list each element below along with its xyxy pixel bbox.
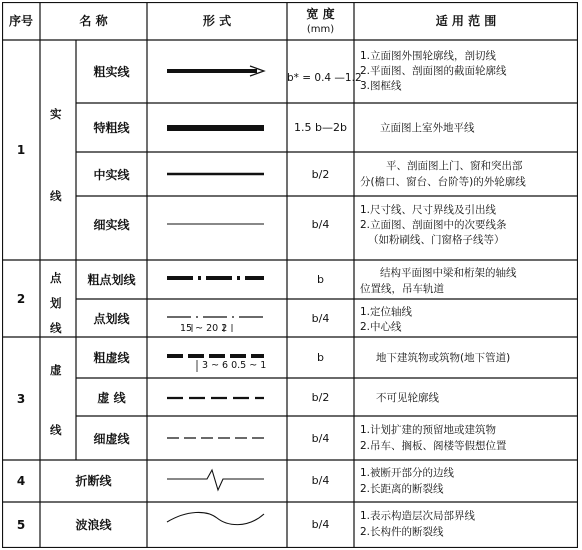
usage-line: 位置线，吊车轨道 — [360, 283, 444, 295]
usage-line: 1.被断开部分的边线 — [360, 467, 455, 479]
group-no: 5 — [16, 518, 26, 532]
usage-line: 结构平面图中梁和桁架的轴线 — [380, 267, 517, 279]
row-width: b — [317, 273, 324, 286]
group-no: 2 — [16, 292, 26, 306]
group-char: 划 — [50, 296, 62, 310]
row-name: 细实线 — [93, 218, 130, 232]
usage-line: 2.长距离的断裂线 — [360, 483, 444, 495]
group-char: 虚 — [50, 363, 62, 377]
usage-line: 1.表示构造层次局部界线 — [360, 510, 476, 522]
group-char: 线 — [50, 189, 62, 203]
row-name: 虚 线 — [97, 391, 126, 405]
sample-break-line — [167, 470, 264, 490]
row-width: b/4 — [311, 432, 330, 445]
row-name: 粗点划线 — [87, 273, 136, 287]
usage-line: 1.计划扩建的预留地或建筑物 — [360, 424, 497, 436]
row-width: b — [317, 351, 324, 364]
usage-line: 2.立面图、剖面图中的次要线条 — [360, 219, 507, 231]
usage-line: 不可见轮廓线 — [376, 392, 439, 404]
header-form: 形 式 — [202, 14, 232, 28]
row-width: b* = 0.4 —1.2 — [287, 72, 362, 84]
usage-line: 立面图上室外地平线 — [380, 122, 475, 134]
row-width: b/4 — [311, 474, 330, 487]
group-char: 实 — [50, 107, 62, 121]
usage-line: （如粉刷线、门窗格子线等） — [368, 234, 505, 246]
usage-line: 2.中心线 — [360, 321, 402, 333]
usage-line: 1.立面图外围轮廓线，剖切线 — [360, 50, 497, 62]
dim-label-thick-dashed: 3 ~ 6 0.5 ~ 1 — [202, 360, 267, 371]
usage-line: 1.定位轴线 — [360, 306, 413, 318]
group-no: 1 — [16, 143, 26, 157]
row-name: 波浪线 — [75, 518, 112, 532]
usage-line: 地下建筑物或筑物(地下管道) — [376, 352, 511, 364]
header-no: 序号 — [8, 14, 33, 28]
usage-line: 2.长构件的断裂线 — [360, 526, 444, 538]
usage-line: 2.吊车、搁板、阁楼等假想位置 — [360, 440, 507, 452]
sample-wavy-line — [167, 512, 264, 524]
row-name: 粗实线 — [93, 65, 130, 79]
row-name: 中实线 — [93, 168, 130, 182]
line-types-table — [2, 2, 578, 548]
header-width: 宽 度 — [306, 7, 335, 21]
group-char: 线 — [50, 321, 62, 335]
row-width: b/2 — [311, 168, 330, 181]
group-no: 4 — [16, 474, 26, 488]
dim-label-dash-dot: 15 ~ 20 2 — [180, 323, 228, 334]
row-width: b/4 — [311, 218, 330, 231]
row-width: 1.5 b—2b — [294, 121, 347, 134]
header-width-unit: (mm) — [306, 24, 335, 35]
header-usage: 适 用 范 围 — [435, 14, 497, 28]
row-name: 粗虚线 — [93, 351, 130, 365]
row-width: b/4 — [311, 312, 330, 325]
row-name: 特粗线 — [93, 121, 130, 135]
usage-line: 2.平面图、剖面图的截面轮廓线 — [360, 65, 507, 77]
row-width: b/4 — [311, 518, 330, 531]
row-name: 细虚线 — [93, 432, 130, 446]
group-char: 点 — [50, 271, 62, 285]
row-width: b/2 — [311, 391, 330, 404]
row-name: 点划线 — [93, 312, 130, 326]
row-name: 折断线 — [75, 474, 112, 488]
group-no: 3 — [16, 392, 26, 406]
group-char: 线 — [50, 423, 62, 437]
header-name: 名 称 — [79, 14, 108, 28]
usage-line: 平、剖面图上门、窗和突出部 — [386, 160, 523, 172]
usage-line: 分(檐口、窗台、台阶等)的外轮廓线 — [360, 176, 526, 188]
usage-line: 3.图框线 — [360, 80, 402, 92]
usage-line: 1.尺寸线、尺寸界线及引出线 — [360, 204, 497, 216]
